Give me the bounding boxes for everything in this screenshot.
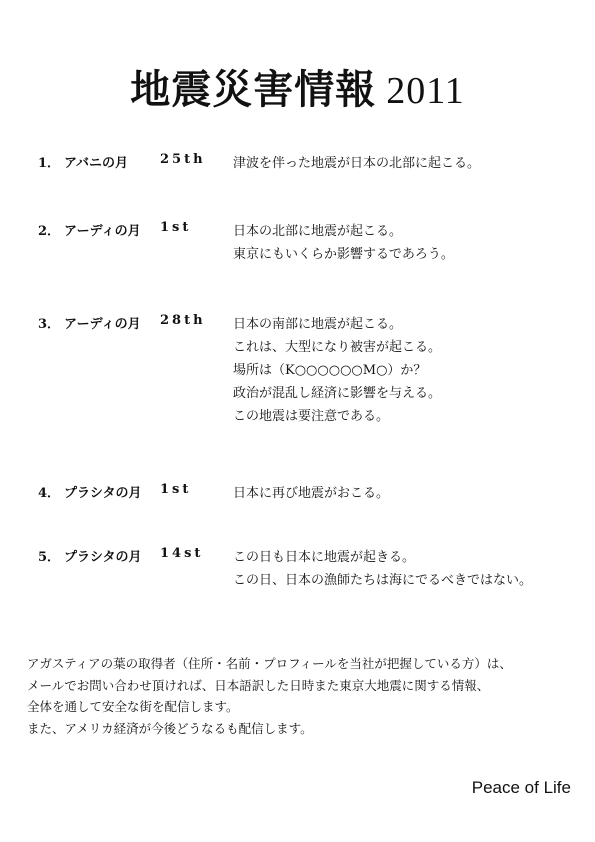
entry-day: 1st	[160, 220, 192, 235]
entry-text	[233, 220, 454, 266]
entry-line: 日本の北部に地震が起こる。	[233, 224, 403, 239]
entry-number: 4．	[38, 486, 61, 501]
entry-text	[233, 313, 441, 428]
entry-line: これは、大型になり被害が起こる。	[233, 340, 442, 355]
entry-number: 3．	[38, 317, 61, 332]
entry-number: 5．	[38, 550, 61, 565]
entry-line: この日、日本の漁師たちは海にでるべきではない。	[233, 573, 533, 588]
entry-month: アバニの月	[64, 156, 128, 171]
notice-line: また、アメリカ経済が今後どうなるも配信します。	[27, 720, 313, 736]
entry-line: 津波を伴った地震が日本の北部に起こる。	[233, 156, 481, 171]
entry-text	[233, 152, 480, 175]
page-title	[0, 58, 595, 115]
notice-line: アガスティアの葉の取得者（住所・名前・プロフィールを当社が把握している方）は、	[27, 656, 512, 671]
entry-line: 場所は（K○○○○○○M○）か？	[233, 363, 427, 378]
notice-paragraph	[27, 653, 572, 739]
entry-day: 25th	[160, 152, 206, 167]
entry-day: 14st	[160, 546, 204, 561]
entry-month: アーディの月	[64, 317, 141, 332]
entry-line: 政治が混乱し経済に影響を与える。	[233, 386, 442, 401]
entry-text	[233, 546, 532, 592]
entry-text	[233, 482, 389, 505]
notice-line: 全体を通して安全な街を配信します。	[27, 699, 239, 714]
entry-line: 日本の南部に地震が起こる。	[233, 317, 403, 332]
entry-number: 1．	[38, 156, 61, 171]
entry-number: 2．	[38, 224, 61, 239]
entry-month: プラシタの月	[64, 486, 142, 501]
entry-line: この地震は要注意である。	[233, 409, 390, 424]
entry-line: 日本に再び地震がおこる。	[233, 486, 390, 501]
signature: Peace of Life	[471, 778, 571, 797]
notice-line: メールでお問い合わせ頂ければ、日本語訳した日時また東京大地震に関する情報、	[27, 677, 490, 693]
entry-line: この日も日本に地震が起きる。	[233, 550, 416, 565]
entry-line: 東京にもいくらか影響するであろう。	[233, 247, 454, 262]
title-year: 2011	[386, 70, 465, 112]
entry-month: プラシタの月	[64, 550, 142, 565]
entry-day: 28th	[160, 313, 206, 328]
entry-day: 1st	[160, 482, 192, 497]
title-text: 地震災害情報	[130, 66, 377, 113]
entry-month: アーディの月	[64, 224, 141, 239]
